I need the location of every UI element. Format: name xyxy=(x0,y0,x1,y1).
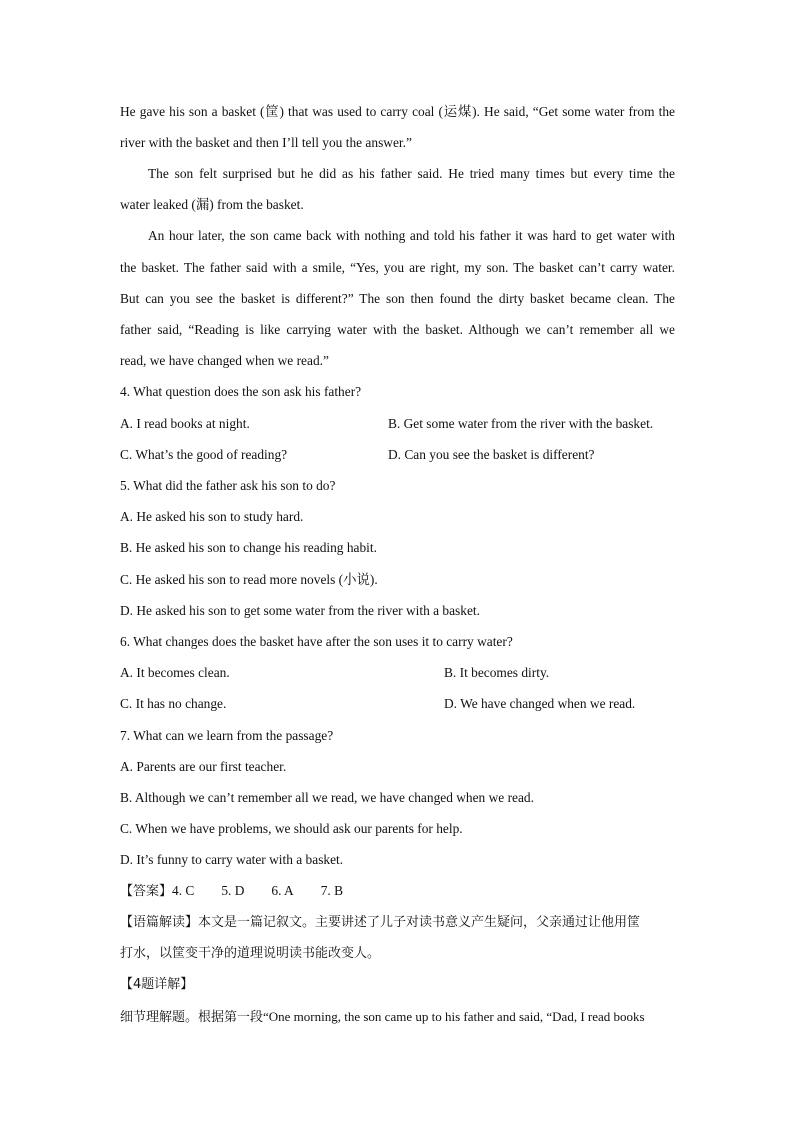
answer-7: 7. B xyxy=(320,883,344,898)
analysis-text-1: 本文是一篇记叙文。主要讲述了儿子对读书意义产生疑问，父亲通过让他用筐 xyxy=(198,915,641,930)
analysis-label: 【语篇解读】 xyxy=(120,915,199,930)
question-5-option-d: D. He asked his son to get some water from the river with a basket. xyxy=(120,603,480,618)
question-4-option-d: D. Can you see the basket is different? xyxy=(388,447,595,462)
passage-p2-line1: The son felt surprised but he did as his father said. He tried many times but every time the xyxy=(148,166,675,181)
question-5-stem: 5. What did the father ask his son to do? xyxy=(120,478,336,493)
question-6-option-c: C. It has no change. xyxy=(120,696,227,711)
question-4-option-c: C. What’s the good of reading? xyxy=(120,447,288,462)
passage-p1-line2: river with the basket and then I’ll tell you the answer.” xyxy=(120,135,412,150)
answer-label: 【答案】 xyxy=(120,884,173,899)
question-7-option-d: D. It’s funny to carry water with a basket. xyxy=(120,852,344,867)
question-7-option-a: A. Parents are our first teacher. xyxy=(120,759,287,774)
passage-p3-line3: But can you see the basket is different?” The son then found the dirty basket became clean. The xyxy=(120,291,675,306)
analysis-line1 xyxy=(120,914,640,932)
passage-p3-line5: read, we have changed when we read.” xyxy=(120,353,329,368)
question-5-option-a: A. He asked his son to study hard. xyxy=(120,509,304,524)
question-5-option-b: B. He asked his son to change his reading habit. xyxy=(120,540,377,555)
detail-heading: 【4题详解】 xyxy=(120,977,194,992)
detail-line: 细节理解题。根据第一段“One morning, the son came up to his father and said, “Dad, I read books xyxy=(120,1009,645,1024)
analysis-line2: 打水，以筐变干净的道理说明读书能改变人。 xyxy=(120,946,381,961)
answer-6: 6. A xyxy=(271,883,294,898)
answer-key xyxy=(120,882,343,901)
question-7-option-b: B. Although we can’t remember all we read, we have changed when we read. xyxy=(120,790,534,805)
question-6-stem: 6. What changes does the basket have after the son uses it to carry water? xyxy=(120,634,513,649)
passage-p3-line2: the basket. The father said with a smile, “Yes, you are right, my son. The basket can’t carry water. xyxy=(120,260,675,275)
passage-p2-line2: water leaked (漏) from the basket. xyxy=(120,197,304,212)
answer-5: 5. D xyxy=(221,883,245,898)
answer-4: 4. C xyxy=(172,883,195,898)
question-7-stem: 7. What can we learn from the passage? xyxy=(120,728,334,743)
passage-p3-line4: father said, “Reading is like carrying water with the basket. Although we can’t remember all we xyxy=(120,322,675,337)
question-6-option-d: D. We have changed when we read. xyxy=(444,696,636,711)
passage-p3-line1: An hour later, the son came back with nothing and told his father it was hard to get water with xyxy=(148,228,675,243)
question-4-option-a: A. I read books at night. xyxy=(120,416,250,431)
question-4-option-b: B. Get some water from the river with the basket. xyxy=(388,416,654,431)
question-6-option-a: A. It becomes clean. xyxy=(120,665,230,680)
passage-p1-line1: He gave his son a basket (筐) that was used to carry coal (运煤). He said, “Get some water from the xyxy=(120,104,675,119)
question-7-option-c: C. When we have problems, we should ask our parents for help. xyxy=(120,821,463,836)
question-4-stem: 4. What question does the son ask his father? xyxy=(120,384,362,399)
question-6-option-b: B. It becomes dirty. xyxy=(444,665,550,680)
question-5-option-c: C. He asked his son to read more novels (小说). xyxy=(120,572,378,587)
